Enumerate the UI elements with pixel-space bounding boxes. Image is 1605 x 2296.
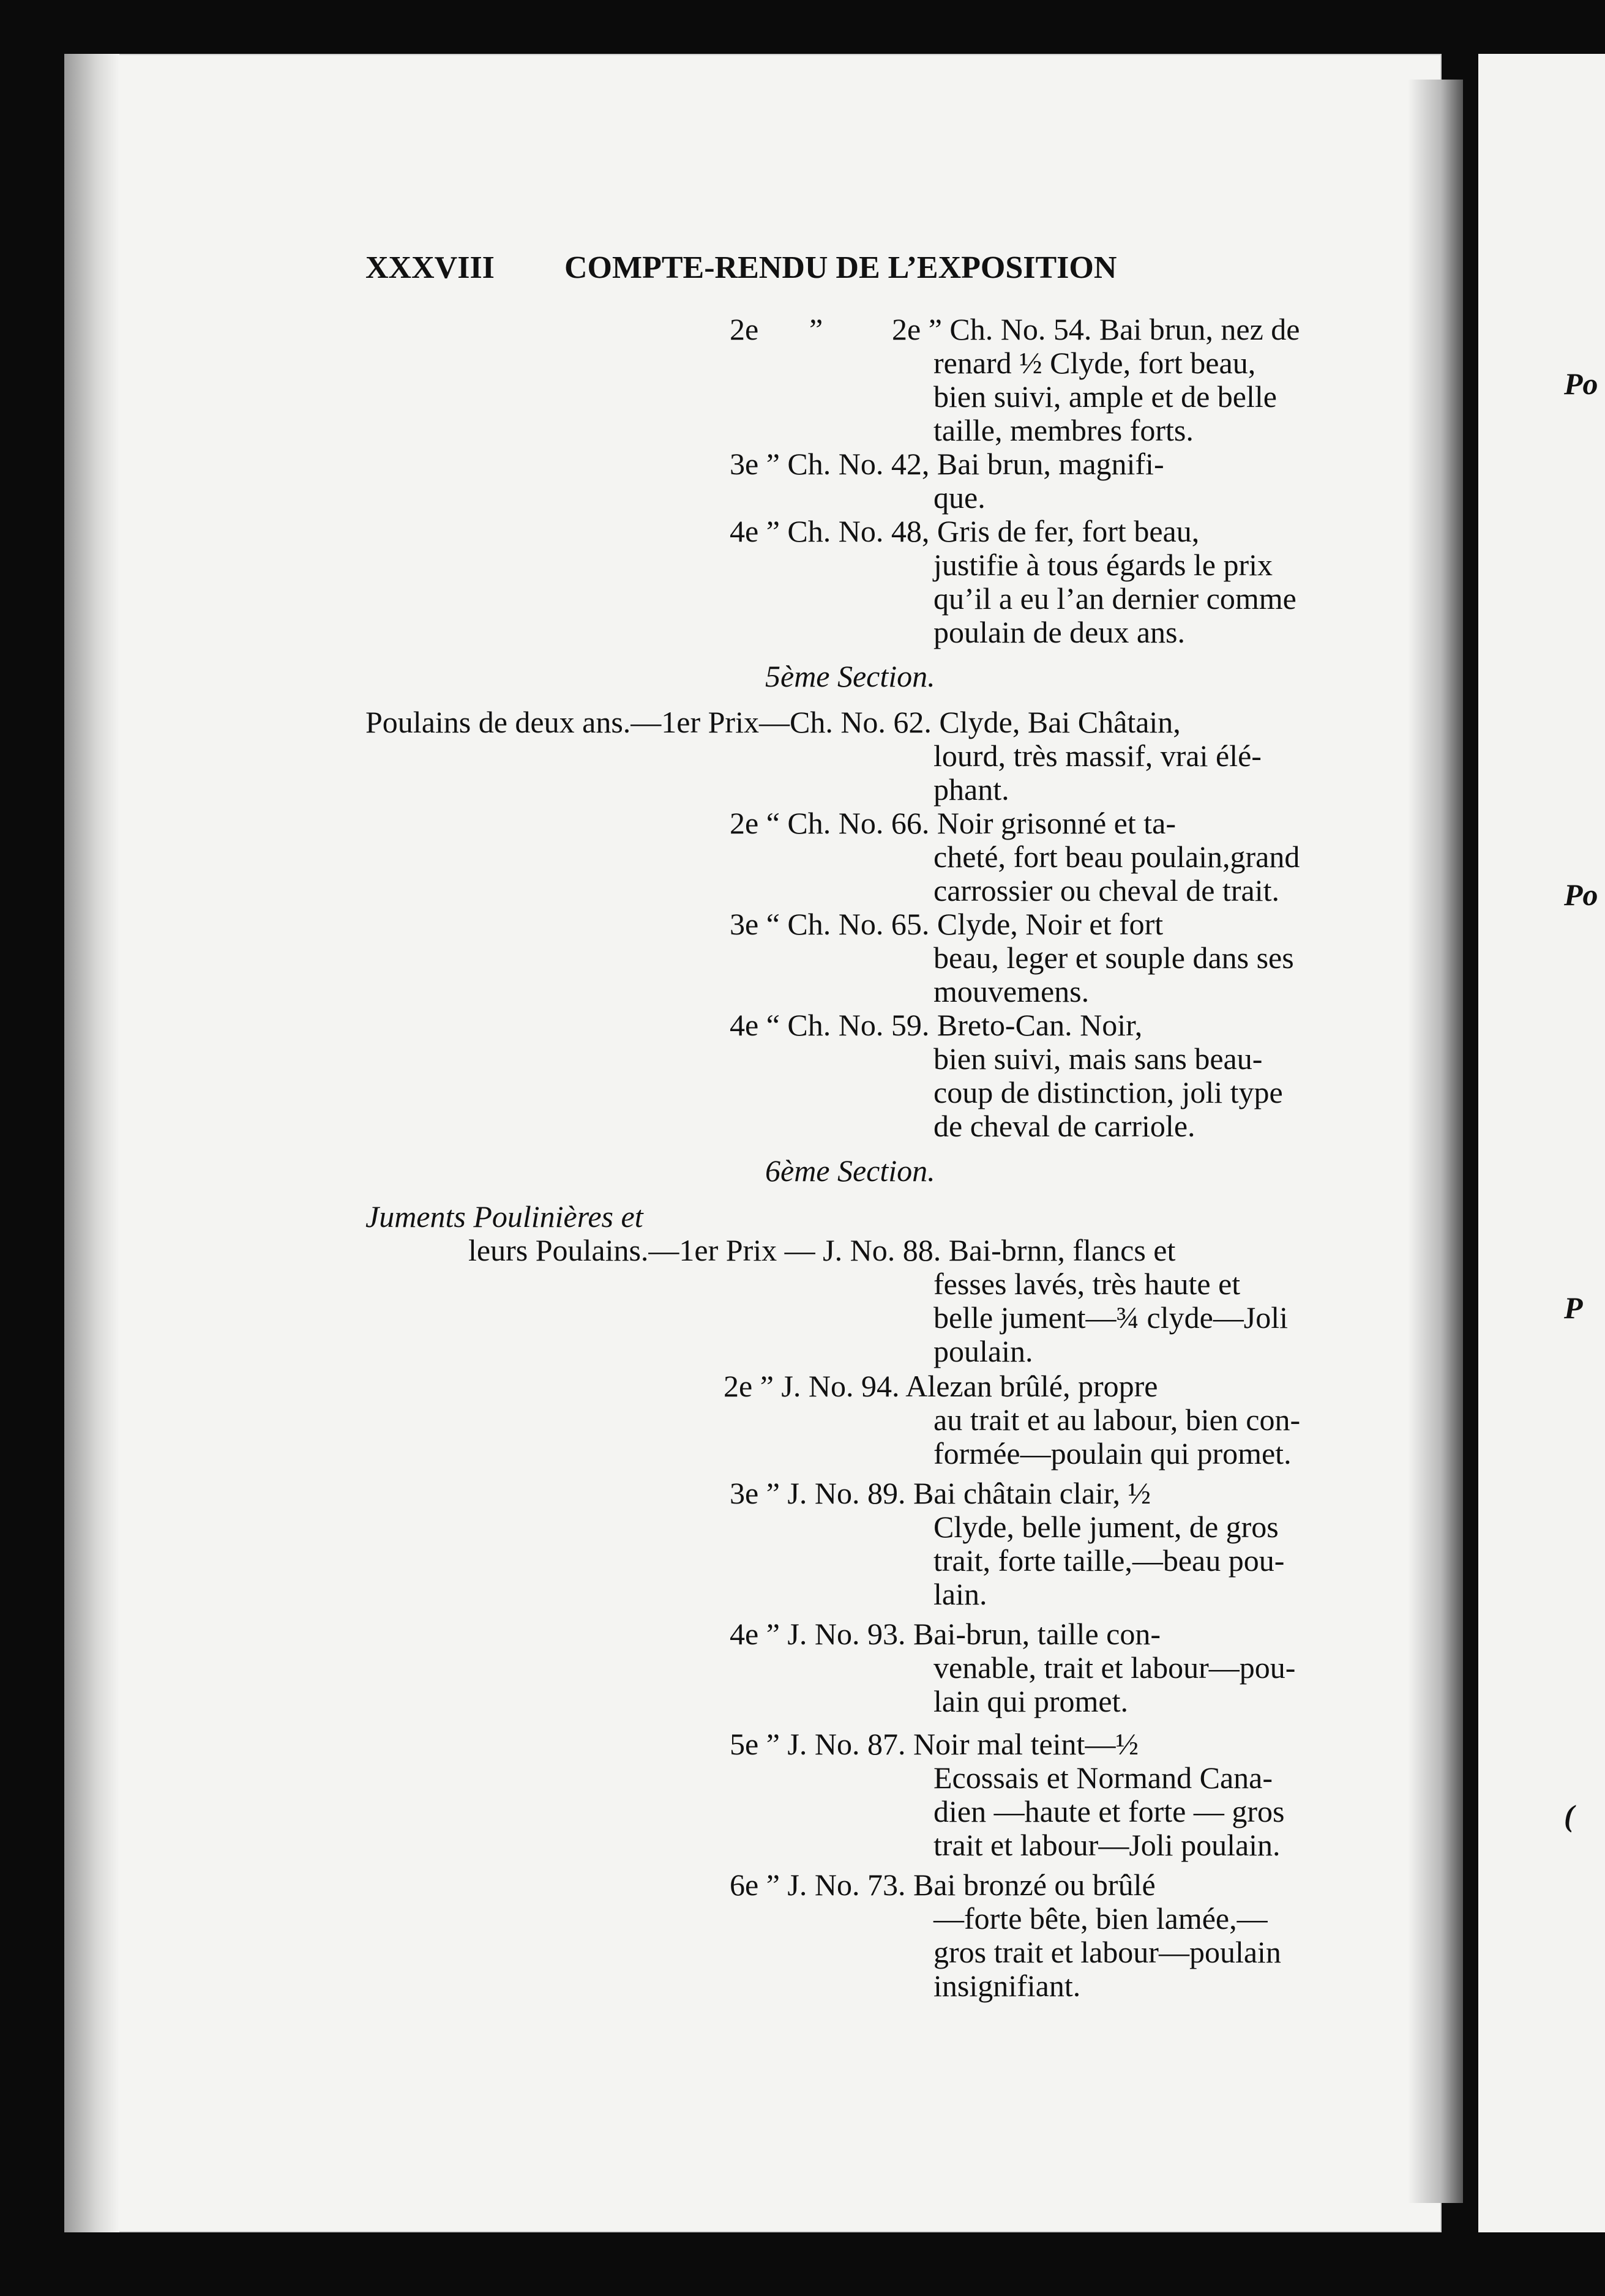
text-line: 4e “ Ch. No. 59. Breto-Can. Noir,	[730, 1008, 1143, 1042]
text-line: 5e ” J. No. 87. Noir mal teint—½	[730, 1727, 1139, 1761]
page-folio: XXXVIII	[365, 250, 495, 285]
text-line: Ecossais et Normand Cana-	[933, 1761, 1273, 1795]
text-line: 3e ” J. No. 89. Bai châtain clair, ½	[730, 1476, 1151, 1510]
text-line: 2e ” J. No. 94. Alezan brûlé, propre	[724, 1369, 1158, 1403]
section-heading: 6ème Section.	[765, 1154, 935, 1188]
text-line: trait et labour—Joli poulain.	[933, 1828, 1281, 1862]
text-line: cheté, fort beau poulain,grand	[933, 840, 1300, 874]
text-line: 3e “ Ch. No. 65. Clyde, Noir et fort	[730, 907, 1164, 941]
text-line: —forte bête, bien lamée,—	[933, 1901, 1268, 1936]
text-line: lain.	[933, 1577, 987, 1611]
adjacent-page-fragment: (	[1564, 1798, 1574, 1833]
text-line: lourd, très massif, vrai élé-	[933, 739, 1262, 773]
text-line: mouvemens.	[933, 974, 1090, 1008]
page-gutter-shadow	[64, 54, 119, 2232]
adjacent-page-fragment: Po	[1564, 367, 1598, 401]
text-line: 6e ” J. No. 73. Bai bronzé ou brûlé	[730, 1868, 1156, 1902]
text-line: trait, forte taille,—beau pou-	[933, 1543, 1285, 1578]
text-line: 4e ” Ch. No. 48, Gris de fer, fort beau,	[730, 514, 1200, 548]
text-line: coup de distinction, joli type	[933, 1075, 1283, 1109]
text-line: qu’il a eu l’an dernier comme	[933, 581, 1296, 616]
text-line: taille, membres forts.	[933, 413, 1194, 447]
text-line: poulain de deux ans.	[933, 615, 1186, 649]
text-line: dien —haute et forte — gros	[933, 1794, 1285, 1828]
running-title: COMPTE-RENDU DE L’EXPOSITION	[564, 250, 1117, 285]
text-line: poulain.	[933, 1334, 1033, 1368]
text-line: fesses lavés, très haute et	[933, 1267, 1241, 1301]
text-line: au trait et au labour, bien con-	[933, 1403, 1301, 1437]
text-line: justifie à tous égards le prix	[933, 548, 1273, 582]
text-line: leurs Poulains.—1er Prix — J. No. 88. Bai-brnn, flancs et	[468, 1233, 1176, 1267]
page-edge-shadow	[1408, 80, 1463, 2203]
text-line: 4e ” J. No. 93. Bai-brun, taille con-	[730, 1617, 1161, 1651]
text-line: 3e ” Ch. No. 42, Bai brun, magnifi-	[730, 447, 1164, 481]
text-line: Clyde, belle jument, de gros	[933, 1510, 1279, 1544]
text-line: de cheval de carriole.	[933, 1109, 1195, 1143]
text-line: renard ½ Clyde, fort beau,	[933, 346, 1256, 380]
text-line: Poulains de deux ans.—1er Prix—Ch. No. 62. Clyde, Bai Châtain,	[365, 705, 1181, 739]
text-line: venable, trait et labour—pou-	[933, 1650, 1296, 1685]
adjacent-page-fragment: Po	[1564, 878, 1598, 912]
text-line: que.	[933, 480, 986, 515]
adjacent-page-fragment: P	[1564, 1291, 1583, 1325]
text-line: 2e “ Ch. No. 66. Noir grisonné et ta-	[730, 806, 1177, 840]
text-line: gros trait et labour—poulain	[933, 1935, 1281, 1969]
section-heading: 5ème Section.	[765, 659, 935, 693]
text-line: bien suivi, ample et de belle	[933, 379, 1277, 414]
text-line: insignifiant.	[933, 1969, 1081, 2003]
text-line: bien suivi, mais sans beau-	[933, 1042, 1263, 1076]
text-line: Juments Poulinières et	[365, 1199, 643, 1234]
text-line: belle jument—¾ clyde—Joli	[933, 1300, 1289, 1335]
text-line: beau, leger et souple dans ses	[933, 941, 1294, 975]
text-line: carrossier ou cheval de trait.	[933, 873, 1280, 908]
text-line: lain qui promet.	[933, 1684, 1128, 1718]
text-line: phant.	[933, 772, 1009, 807]
text-line: formée—poulain qui promet.	[933, 1436, 1292, 1470]
